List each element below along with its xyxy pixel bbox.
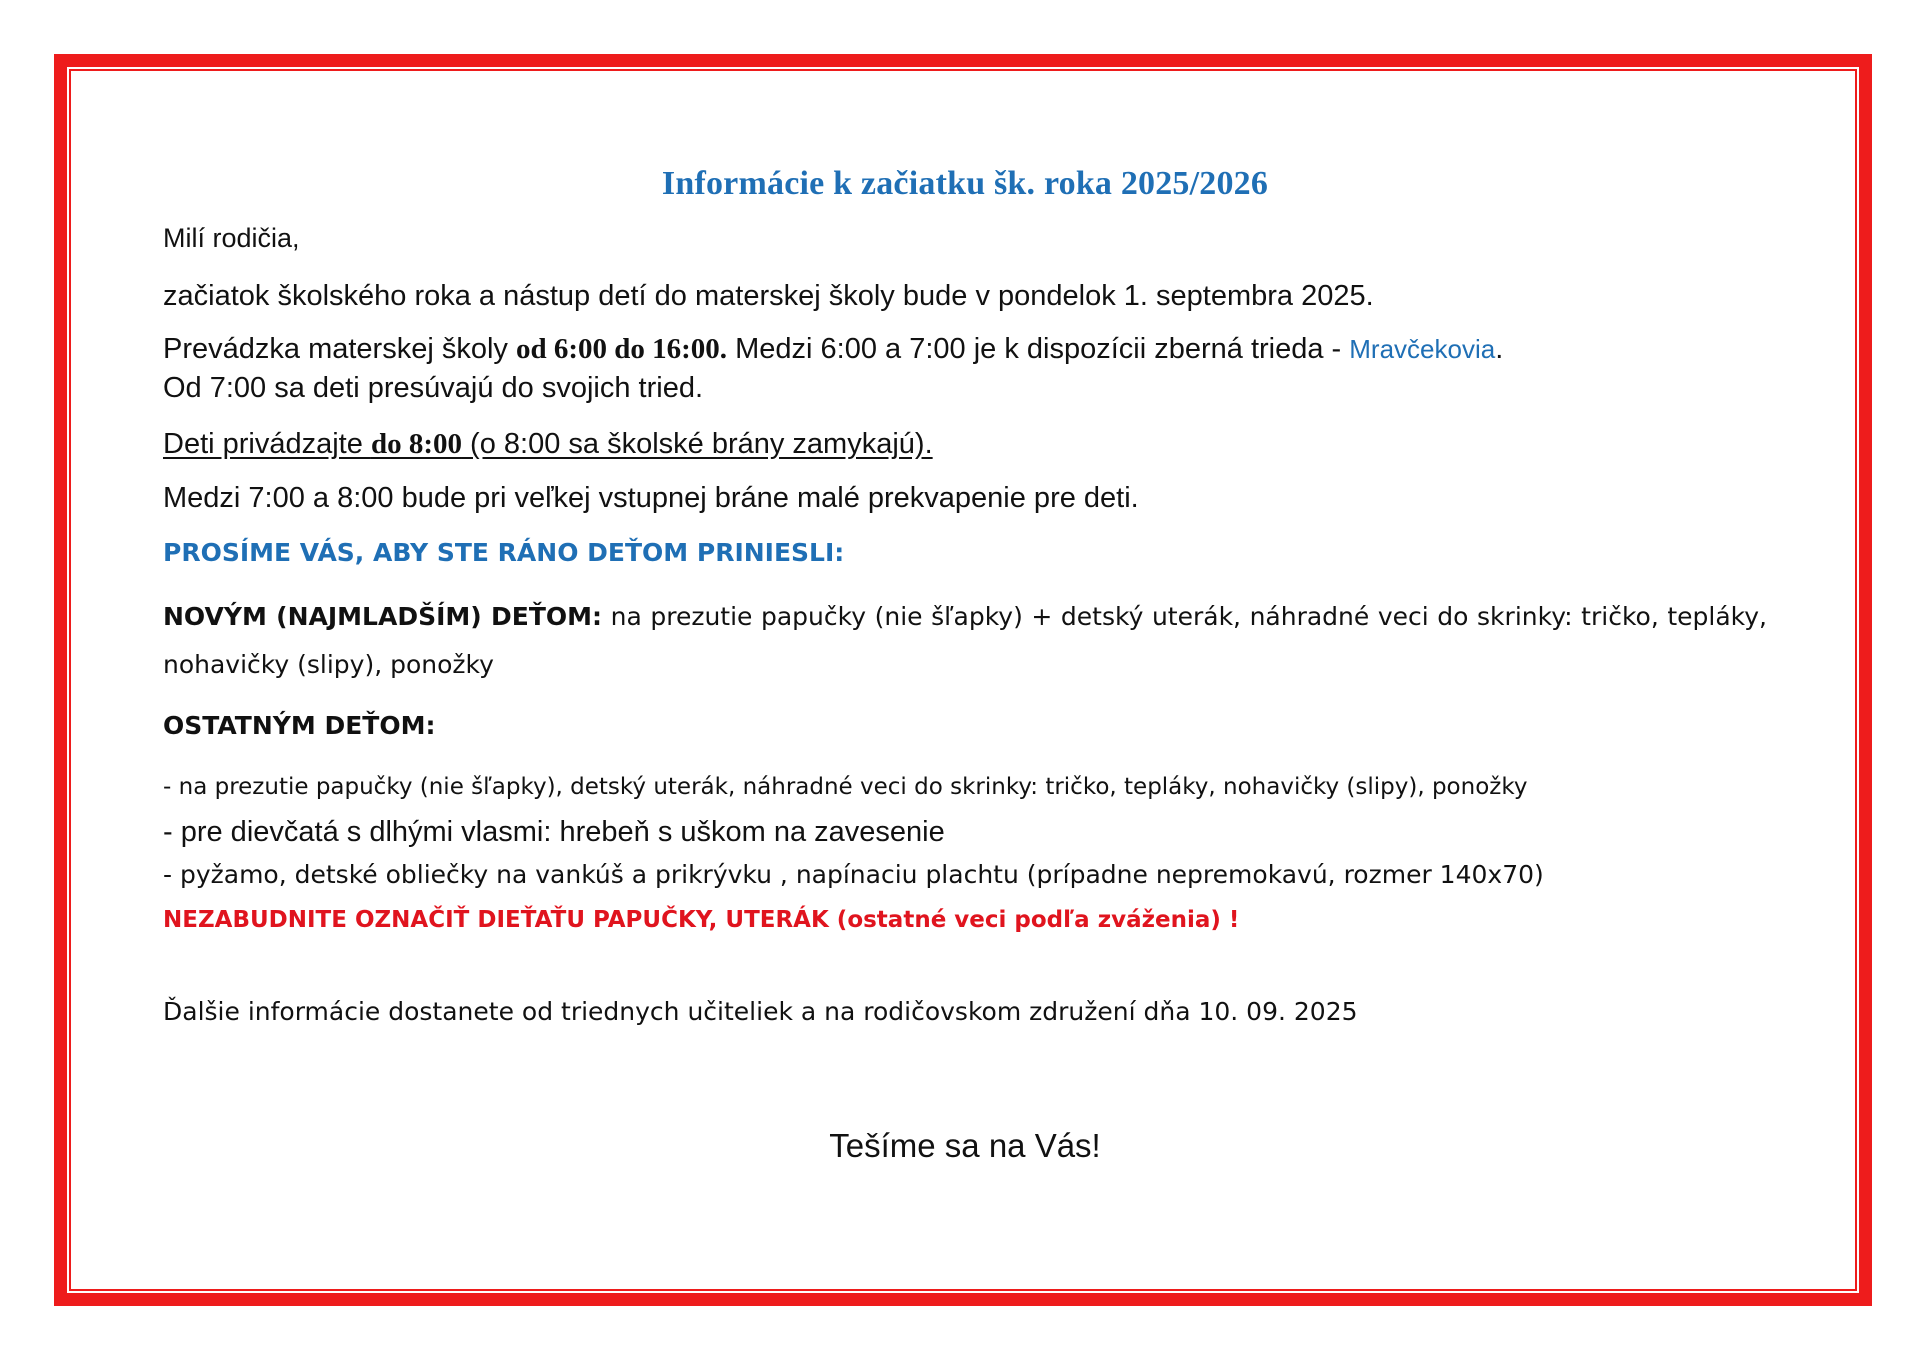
further-info-line: Ďalšie informácie dostanete od triednych učiteliek a na rodičovskom združení dňa 10. 09. 2025 (163, 997, 1358, 1026)
new-children-text: na prezutie papučky (nie šľapky) + detský uterák, náhradné veci do skrinky: tričko, tepláky, nohavičky (slipy), ponožky (163, 602, 1767, 679)
operation-line-2: Od 7:00 sa deti presúvajú do svojich tried. (163, 372, 704, 404)
arrival-time: do 8:00 (370, 428, 462, 460)
document-title: Informácie k začiatku šk. roka 2025/2026 (661, 165, 1269, 202)
reminder-line: NEZABUDNITE OZNAČIŤ DIEŤAŤU PAPUČKY, UTERÁK (ostatné veci podľa zváženia) ! (163, 907, 1240, 933)
new-children-label: NOVÝM (NAJMLADŠÍM) DEŤOM: (163, 602, 603, 631)
closing-line: Tešíme sa na Vás! (829, 1127, 1101, 1164)
operation-middle: Medzi 6:00 a 7:00 je k dispozícii zberná trieda - (727, 333, 1350, 365)
arrival-line (163, 428, 933, 461)
operation-hours-line (163, 333, 1503, 366)
other-children-label: OSTATNÝM DEŤOM: (163, 711, 436, 740)
other-children-item: - na prezutie papučky (nie šľapky), detský uterák, náhradné veci do skrinky: tričko, tepláky, nohavičky (slipy), ponožky (163, 774, 1528, 800)
greeting: Milí rodičia, (163, 223, 300, 253)
new-children-paragraph (163, 593, 1767, 689)
school-year-start-line: začiatok školského roka a nástup detí do materskej školy bude v pondelok 1. septembra 2025. (163, 280, 1374, 312)
operation-hours: od 6:00 do 16:00. (515, 333, 728, 365)
other-children-item: - pyžamo, detské obliečky na vankúš a prikrývku , napínaciu plachtu (prípadne nepremokavú, rozmer 140x70) (163, 860, 1544, 889)
surprise-line: Medzi 7:00 a 8:00 bude pri veľkej vstupnej bráne malé prekvapenie pre deti. (163, 482, 1139, 514)
operation-suffix: . (1495, 333, 1504, 365)
request-heading: PROSÍME VÁS, ABY STE RÁNO DEŤOM PRINIESLI: (163, 538, 845, 567)
operation-prefix: Prevádzka materskej školy (163, 333, 516, 365)
class-name: Mravčekovia (1349, 334, 1496, 364)
arrival-suffix: (o 8:00 sa školské brány zamykajú). (461, 428, 933, 460)
arrival-prefix: Deti privádzajte (163, 428, 371, 460)
other-children-item: - pre dievčatá s dlhými vlasmi: hrebeň s uškom na zavesenie (163, 816, 945, 848)
